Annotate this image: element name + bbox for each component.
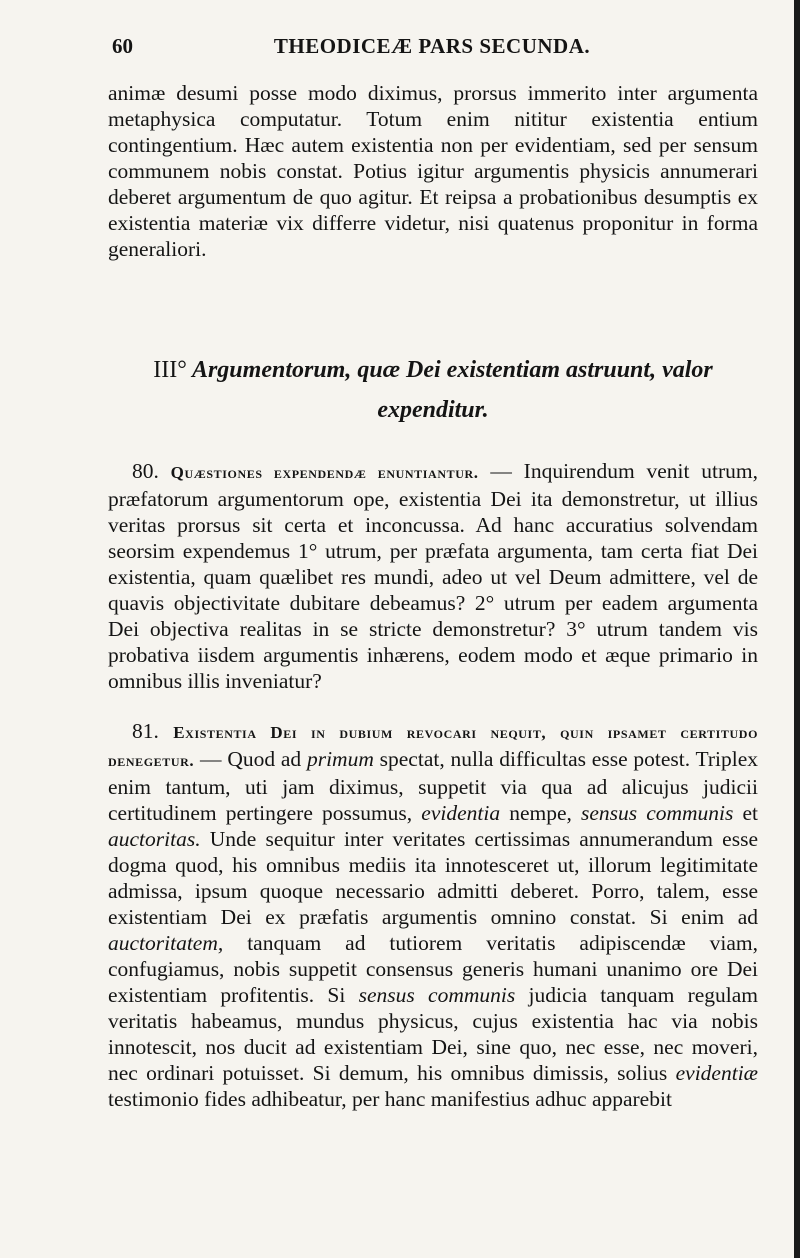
para81-text-7: judicia tanquam regulam veritatis habeamus, mundus physicus, cujus existentia hac via nobis innotescit, nos ducit ad existentiam Dei, sine quo, nec esse, nec moveri, nec ordinari potuisset. Si demum, his omnibus dimissis, solius — [108, 983, 759, 1085]
page-number: 60 — [112, 34, 133, 58]
section-title-part2: quæ Dei existentiam astruunt, valor — [357, 357, 713, 383]
para81-emph-5: auctoritatem, — [108, 931, 224, 955]
para81-emph-2: evidentia — [421, 801, 501, 825]
section-title-part3: expenditur. — [377, 397, 489, 423]
para81-emph-7: evidentiæ — [675, 1061, 759, 1085]
para81-heading: Existentia Dei in dubium revocari nequit, quin ipsamet certitudo denegetur. — [108, 723, 759, 770]
para80-number: 80. — [132, 459, 159, 483]
section-heading — [108, 350, 758, 430]
intro-paragraph-block — [108, 80, 758, 262]
paragraph-80 — [108, 458, 758, 694]
section-numeral: III° — [153, 357, 187, 383]
para81-emph-6: sensus communis — [358, 983, 516, 1007]
paragraph-81 — [108, 718, 758, 1112]
page-edge-shadow — [794, 0, 800, 1258]
para81-text-8: testimonio fides adhibeatur, per hanc manifestius adhuc apparebit — [108, 1087, 672, 1111]
para81-emph-3: sensus communis — [580, 801, 734, 825]
para81-emph-1: primum — [306, 747, 374, 771]
para80-heading: Quæstiones expendendæ enuntiantur. — [170, 463, 479, 482]
intro-paragraph: animæ desumi posse modo diximus, prorsus immerito inter argumenta metaphysica computatur. Totum enim nititur existentia entium contingentium. Hæc autem existentia non per evidentiam, sed per sensum communem nobis constat. Potius igitur argumentis physicis annumerari deberet argumentum de quo agitur. Et reipsa a probationibus desumptis ex existentia materiæ vix differre videtur, nisi quatenus proponitur in forma generaliori. — [108, 81, 758, 261]
para81-text-6: tanquam ad tutiorem veritatis adipiscendæ viam, confugiamus, nobis suppetit consensus generis humani unanimo ore Dei existentiam profitentis. Si — [108, 931, 759, 1007]
para81-text-1: — Quod ad — [200, 747, 302, 771]
para81-text-2: spectat, nulla difficultas esse potest. Triplex enim tantum, uti jam diximus, suppetit via qua ad alicujus judicii certitudinem pertingere possumus, — [108, 747, 759, 825]
running-title: THEODICEÆ PARS SECUNDA. — [273, 34, 591, 58]
para81-text-5: Unde sequitur inter veritates certissimas annumerandum esse dogma quod, his omnibus mediis ita innotesceret ut, illorum legitimitate admissa, ipsum quoque necessario admitti deberet. Porro, talem, esse existentiam Dei ex præfatis argumentis omnino constat. Si enim ad — [108, 827, 758, 929]
para81-emph-4: auctoritas. — [108, 827, 201, 851]
para80-text: — Inquirendum venit utrum, præfatorum argumentorum ope, existentia Dei ita demonstretur, ut illius veritas prorsus sit certa et inconcussa. Ad hanc accuratius solvendam seorsim expendemus 1° utrum, per præfata argumenta, tam certa fiat Dei existentia, quam quælibet res mundi, adeo ut vel Deum admittere, vel de quavis objectivitate dubitare debeamus? 2° utrum per eadem argumenta Dei objectiva realitas in se stricte demonstretur? 3° utrum tandem vis probativa iisdem argumentis inhærens, eodem modo et æque primario in omnibus illis inveniatur? — [108, 459, 759, 693]
section-title-part1: Argumentorum, — [191, 357, 352, 383]
para81-text-4: et — [742, 801, 759, 825]
para81-text-3: nempe, — [509, 801, 572, 825]
page-header — [112, 34, 752, 68]
para81-number: 81. — [132, 719, 159, 743]
